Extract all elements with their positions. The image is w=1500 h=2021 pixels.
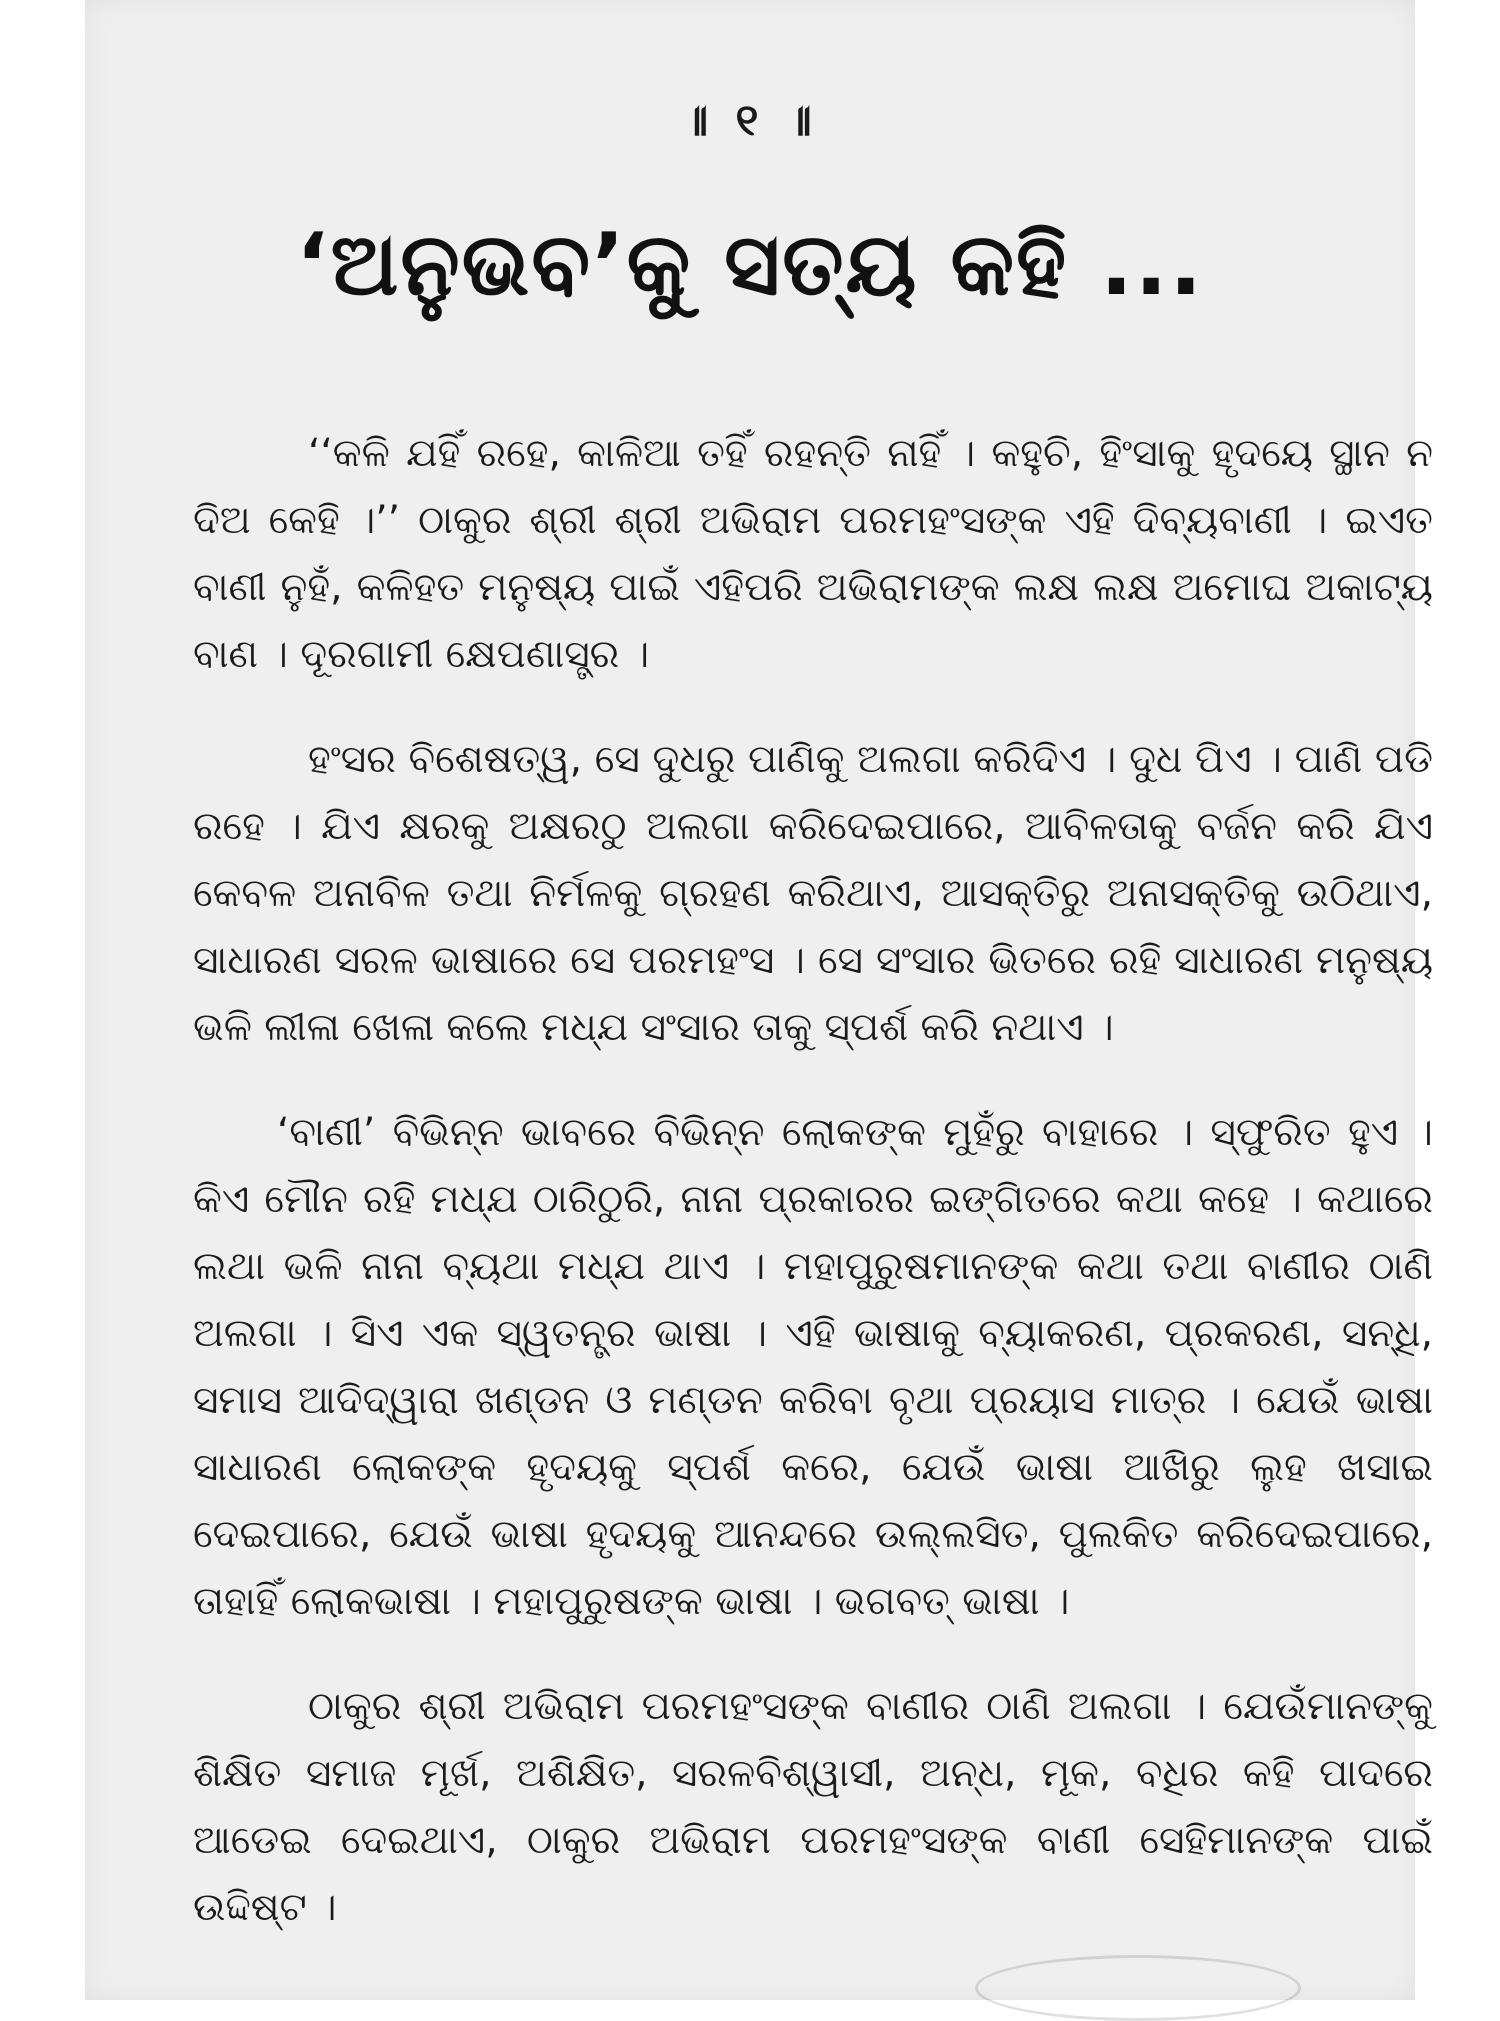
body-text: [193, 420, 1433, 1979]
page-title: ‘ଅନୁଭବ’କୁ ସତ୍ୟ କହି ...: [295, 215, 1205, 315]
chapter-number: ॥ ୧ ॥: [682, 95, 818, 146]
book-page: [85, 0, 1433, 2000]
paragraph-4: ଠାକୁର ଶ୍ରୀ ଅଭିରାମ ପରମହଂସଙ୍କ ବାଣୀର ଠାଣି ଅଲଗା । ଯେଉଁମାନଙ୍କୁ ଶିକ୍ଷିତ ସମାଜ ମୂର୍ଖ, ଅଶିକ୍ଷିତ, ସରଳବିଶ୍ୱାସୀ, ଅନ୍ଧ, ମୂକ, ବଧିର କହି ପାଦରେ ଆଡେଇ ଦେଇଥାଏ, ଠାକୁର ଅଭିରାମ ପରମହଂସଙ୍କ ବାଣୀ ସେହିମାନଙ୍କ ପାଇଁ ଉଦ୍ଦିଷ୍ଟ ।: [193, 1684, 1433, 1930]
paragraph-1: ‘‘କଳି ଯହିଁ ରହେ, କାଳିଆ ତହିଁ ରହନ୍ତି ନାହିଁ । କହୁଚି, ହିଂସାକୁ ହୃଦୟେ ସ୍ଥାନ ନ ଦିଅ କେହି ।’’ ଠାକୁର ଶ୍ରୀ ଶ୍ରୀ ଅଭିରାମ ପରମହଂସଙ୍କ ଏହି ଦିବ୍ୟବାଣୀ । ଇଏତ ବାଣୀ ନୁହଁ, କଳିହତ ମନୁଷ୍ୟ ପାଇଁ ଏହିପରି ଅଭିରାମଙ୍କ ଲକ୍ଷ ଲକ୍ଷ ଅମୋଘ ଅକାଟ୍ୟ ବାଣ । ଦୂରଗାମୀ କ୍ଷେପଣାସ୍ତ୍ର ।: [193, 431, 1433, 677]
paragraph-2: ହଂସର ବିଶେଷତ୍ୱ, ସେ ଦୁଧରୁ ପାଣିକୁ ଅଲଗା କରିଦିଏ । ଦୁଧ ପିଏ । ପାଣି ପଡି ରହେ । ଯିଏ କ୍ଷରକୁ ଅକ୍ଷରଠୁ ଅଲଗା କରିଦେଇପାରେ, ଆବିଳତାକୁ ବର୍ଜନ କରି ଯିଏ କେବଳ ଅନାବିଳ ତଥା ନିର୍ମଳକୁ ଗ୍ରହଣ କରିଥାଏ, ଆସକ୍ତିରୁ ଅନାସକ୍ତିକୁ ଉଠିଥାଏ, ସାଧାରଣ ସରଳ ଭାଷାରେ ସେ ପରମହଂସ । ସେ ସଂସାର ଭିତରେ ରହି ସାଧାରଣ ମନୁଷ୍ୟ ଭଳି ଲୀଳା ଖେଳା କଲେ ମଧ୍ଯ ସଂସାର ତାକୁ ସ୍ପର୍ଶ କରି ନଥାଏ ।: [193, 737, 1433, 1050]
paragraph-3: ‘ବାଣୀ’ ବିଭିନ୍ନ ଭାବରେ ବିଭିନ୍ନ ଲୋକଙ୍କ ମୁହଁରୁ ବାହାରେ । ସ୍ଫୁରିତ ହୁଏ । କିଏ ମୌନ ରହି ମଧ୍ଯ ଠାରିଠୁରି, ନାନା ପ୍ରକାରର ଇଙ୍ଗିତରେ କଥା କହେ । କଥାରେ ଲଥା ଭଳି ନାନା ବ୍ୟଥା ମଧ୍ଯ ଥାଏ । ମହାପୁରୁଷମାନଙ୍କ କଥା ତଥା ବାଣୀର ଠାଣି ଅଲଗା । ସିଏ ଏକ ସ୍ୱତନ୍ତ୍ର ଭାଷା । ଏହି ଭାଷାକୁ ବ୍ୟାକରଣ, ପ୍ରକରଣ, ସନ୍ଧି, ସମାସ ଆଦିଦ୍ୱାରା ଖଣ୍ଡନ ଓ ମଣ୍ଡନ କରିବା ବୃଥା ପ୍ରୟାସ ମାତ୍ର । ଯେଉଁ ଭାଷା ସାଧାରଣ ଲୋକଙ୍କ ହୃଦୟକୁ ସ୍ପର୍ଶ କରେ, ଯେଉଁ ଭାଷା ଆଖିରୁ ଲୁହ ଖସାଇ ଦେଇପାରେ, ଯେଉଁ ଭାଷା ହୃଦୟକୁ ଆନନ୍ଦରେ ଉଲ୍ଲସିତ, ପୁଲକିତ କରିଦେଇପାରେ, ତାହାହିଁ ଲୋକଭାଷା । ମହାପୁରୁଷଙ୍କ ଭାଷା । ଭଗବତ୍ ଭାଷା ।: [193, 1110, 1433, 1624]
faint-stamp-mark: [975, 1955, 1301, 2021]
